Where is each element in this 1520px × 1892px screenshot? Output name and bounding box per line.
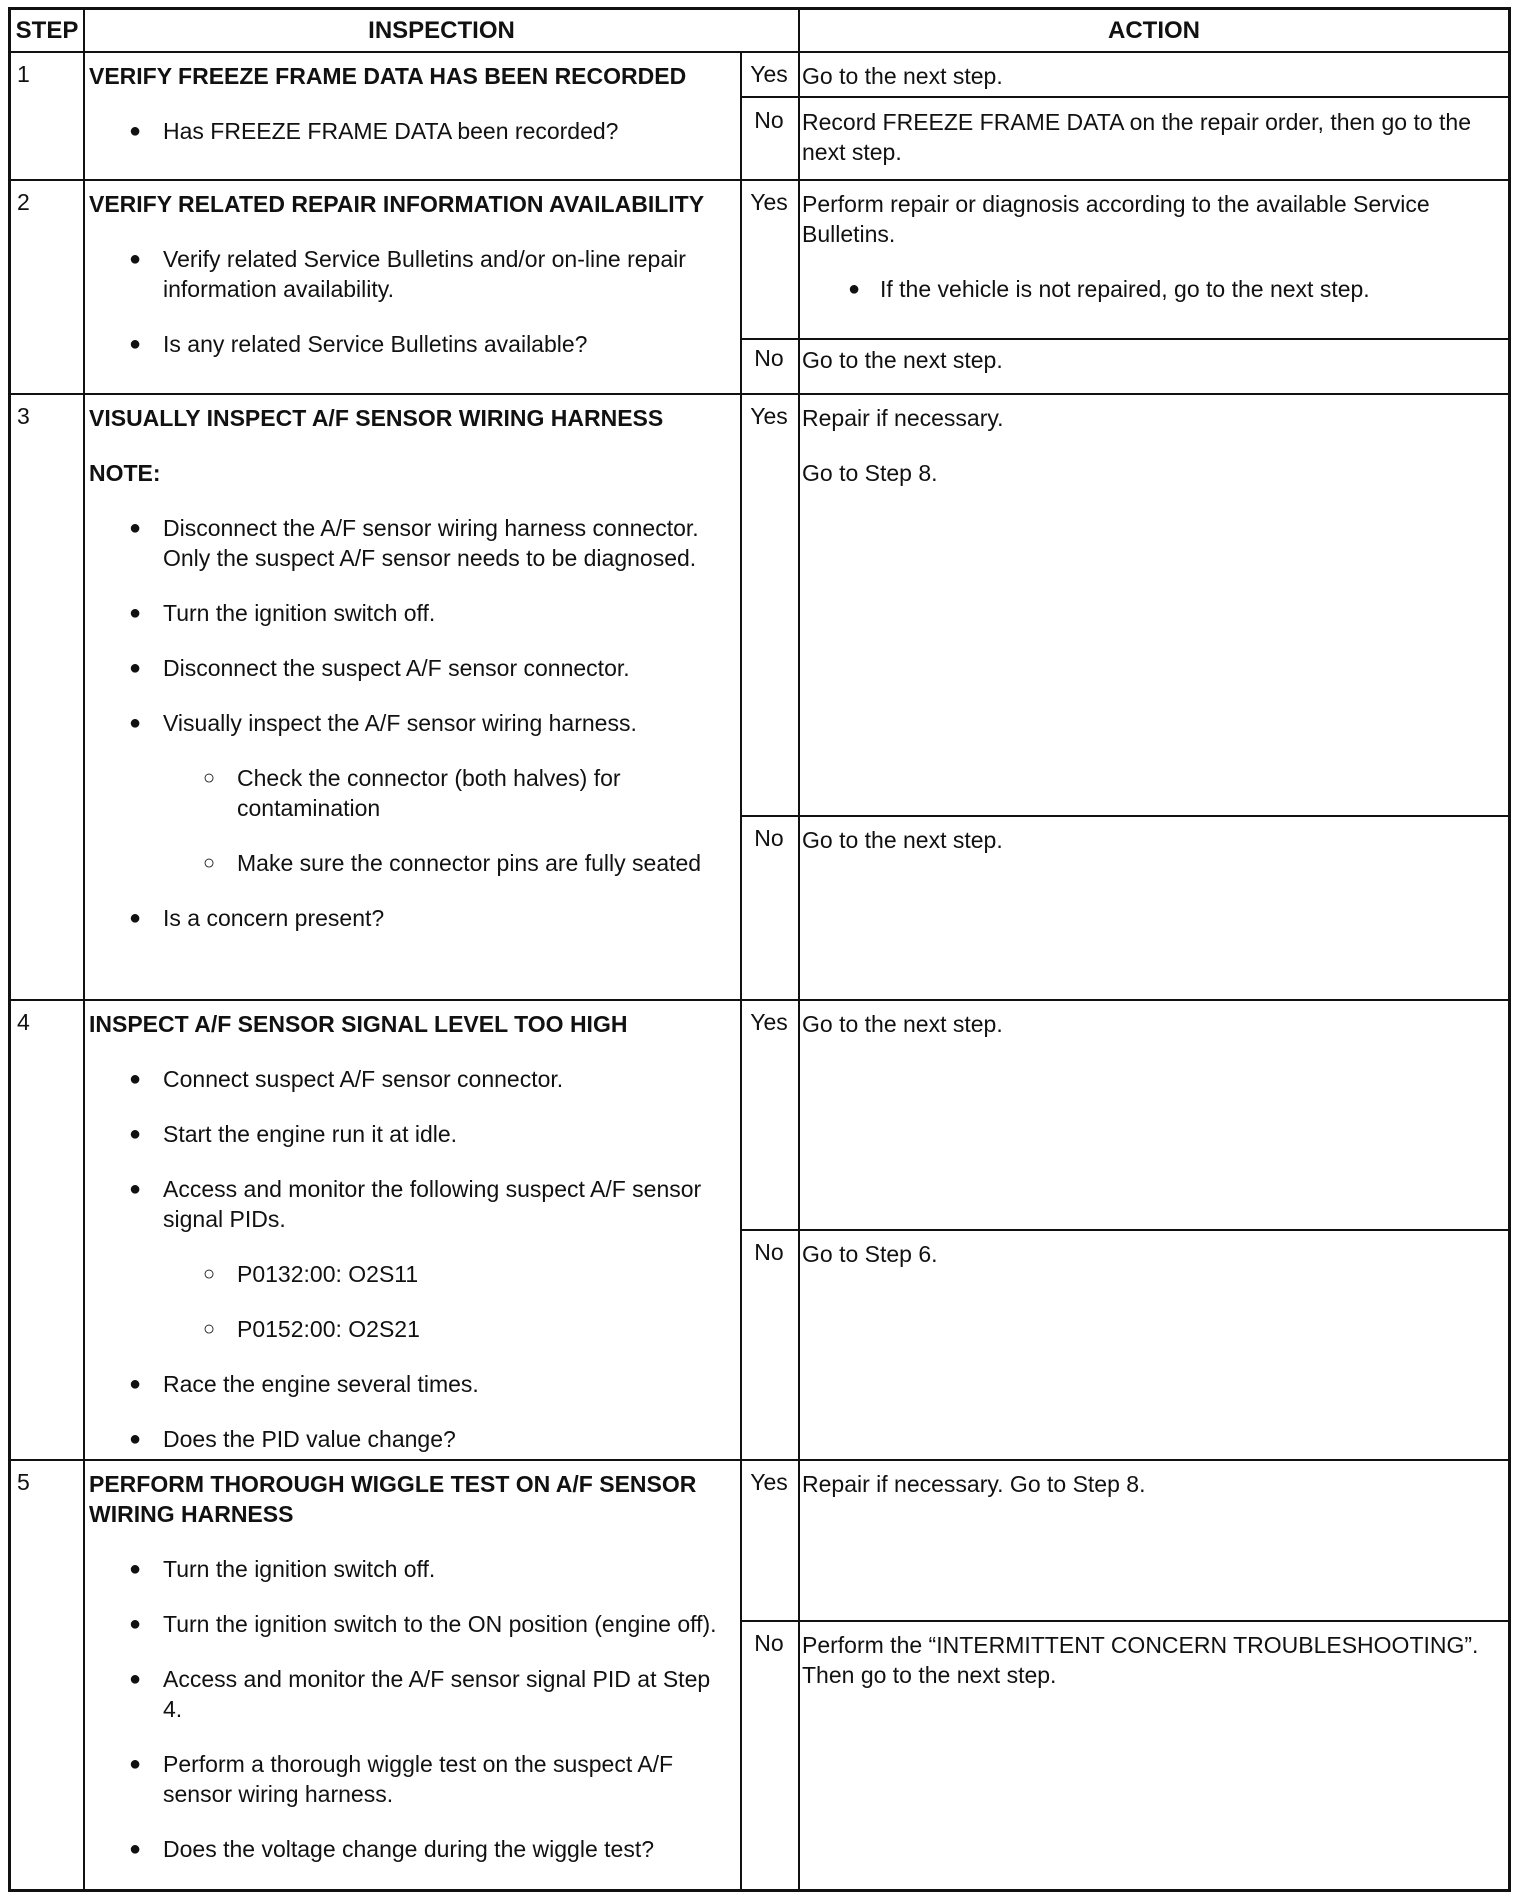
header-inspection: INSPECTION xyxy=(368,17,515,44)
step-title: PERFORM THOROUGH WIGGLE TEST ON A/F SENSOR WIRING HARNESS xyxy=(89,1471,697,1527)
row-separator xyxy=(11,1459,1508,1461)
action-bullet: ● If the vehicle is not repaired, go to the next step. xyxy=(802,274,1502,304)
yes-action-cell xyxy=(802,189,1502,304)
divider-header xyxy=(798,10,800,51)
no-action: Go to the next step. xyxy=(802,347,1003,373)
yes-label: Yes xyxy=(750,1009,788,1035)
yes-no-separator xyxy=(740,815,1508,817)
inspection-cell xyxy=(89,403,729,933)
bullet-item: ● Turn the ignition switch to the ON position (engine off). xyxy=(89,1609,729,1639)
no-label: No xyxy=(754,825,784,851)
bullet-item: ● Is any related Service Bulletins available? xyxy=(89,329,729,359)
no-action: Go to the next step. xyxy=(802,827,1003,853)
step-title: VERIFY RELATED REPAIR INFORMATION AVAILABILITY xyxy=(89,191,705,217)
divider-yesno xyxy=(798,51,800,1889)
no-action: Record FREEZE FRAME DATA on the repair order, then go to the next step. xyxy=(802,109,1471,165)
row-separator xyxy=(11,179,1508,181)
bullet-item: ● Start the engine run it at idle. xyxy=(89,1119,729,1149)
step-number: 5 xyxy=(17,1469,30,1495)
inspection-cell xyxy=(89,189,729,359)
sub-bullet-item: ○ P0132:00: O2S11 xyxy=(89,1259,729,1289)
header-action: ACTION xyxy=(1108,17,1200,44)
bullet-item: ● Race the engine several times. xyxy=(89,1369,729,1399)
yes-action-cell xyxy=(802,403,1502,513)
bullet-item: ● Visually inspect the A/F sensor wiring harness. xyxy=(89,708,729,738)
yes-no-separator xyxy=(740,1229,1508,1231)
yes-action: Repair if necessary. xyxy=(802,405,1004,431)
divider-step xyxy=(83,10,85,1889)
bullet-item: ● Disconnect the suspect A/F sensor connector. xyxy=(89,653,729,683)
yes-action: Go to the next step. xyxy=(802,1011,1003,1037)
step-number: 3 xyxy=(17,403,30,429)
step-number: 4 xyxy=(17,1009,30,1035)
step-title: VERIFY FREEZE FRAME DATA HAS BEEN RECORDED xyxy=(89,63,687,89)
yes-action: Perform repair or diagnosis according to the available Service Bulletins. xyxy=(802,191,1430,247)
step-number: 2 xyxy=(17,189,30,215)
no-label: No xyxy=(754,1239,784,1265)
yes-label: Yes xyxy=(750,189,788,215)
no-label: No xyxy=(754,1630,784,1656)
inspection-cell xyxy=(89,1009,729,1454)
yes-no-separator xyxy=(740,338,1508,340)
yes-action: Repair if necessary. Go to Step 8. xyxy=(802,1471,1146,1497)
yes-action: Go to the next step. xyxy=(802,63,1003,89)
yes-no-separator xyxy=(740,1620,1508,1622)
bullet-item: ● Turn the ignition switch off. xyxy=(89,598,729,628)
bullet-item: ● Verify related Service Bulletins and/or on-line repair information availability. xyxy=(89,244,729,304)
header-step: STEP xyxy=(15,17,79,44)
yes-action-goto: Go to Step 8. xyxy=(802,460,938,486)
no-action: Perform the “INTERMITTENT CONCERN TROUBLESHOOTING”. Then go to the next step. xyxy=(802,1632,1479,1688)
bullet-item: ● Connect suspect A/F sensor connector. xyxy=(89,1064,729,1094)
row-separator xyxy=(11,393,1508,395)
bullet-item: ● Does the voltage change during the wiggle test? xyxy=(89,1834,729,1864)
inspection-cell xyxy=(89,61,729,146)
note-label: NOTE: xyxy=(89,460,161,486)
bullet-item: ● Access and monitor the following suspect A/F sensor signal PIDs. xyxy=(89,1174,729,1234)
table-header xyxy=(11,10,1508,53)
step-title: VISUALLY INSPECT A/F SENSOR WIRING HARNESS xyxy=(89,405,664,431)
bullet-item: ● Does the PID value change? xyxy=(89,1424,729,1454)
divider-inspection xyxy=(740,51,742,1889)
sub-bullet-item: ○ Check the connector (both halves) for contamination xyxy=(89,763,729,823)
yes-label: Yes xyxy=(750,403,788,429)
yes-label: Yes xyxy=(750,61,788,87)
bullet-item: ● Access and monitor the A/F sensor signal PID at Step 4. xyxy=(89,1664,729,1724)
row-separator xyxy=(11,999,1508,1001)
no-label: No xyxy=(754,107,784,133)
sub-bullet-item: ○ Make sure the connector pins are fully seated xyxy=(89,848,729,878)
no-label: No xyxy=(754,345,784,371)
bullet-item: ● Is a concern present? xyxy=(89,903,729,933)
step-number: 1 xyxy=(17,61,30,87)
sub-bullet-item: ○ P0152:00: O2S21 xyxy=(89,1314,729,1344)
no-action: Go to Step 6. xyxy=(802,1241,938,1267)
bullet-item: ● Turn the ignition switch off. xyxy=(89,1554,729,1584)
yes-label: Yes xyxy=(750,1469,788,1495)
inspection-cell xyxy=(89,1469,729,1864)
bullet-item: ● Has FREEZE FRAME DATA been recorded? xyxy=(89,116,729,146)
step-title: INSPECT A/F SENSOR SIGNAL LEVEL TOO HIGH xyxy=(89,1011,628,1037)
bullet-item: ● Disconnect the A/F sensor wiring harness connector. Only the suspect A/F sensor needs to be diagnosed. xyxy=(89,513,729,573)
bullet-item: ● Perform a thorough wiggle test on the suspect A/F sensor wiring harness. xyxy=(89,1749,729,1809)
diagnostic-table xyxy=(8,7,1511,1892)
yes-no-separator xyxy=(740,96,1508,98)
